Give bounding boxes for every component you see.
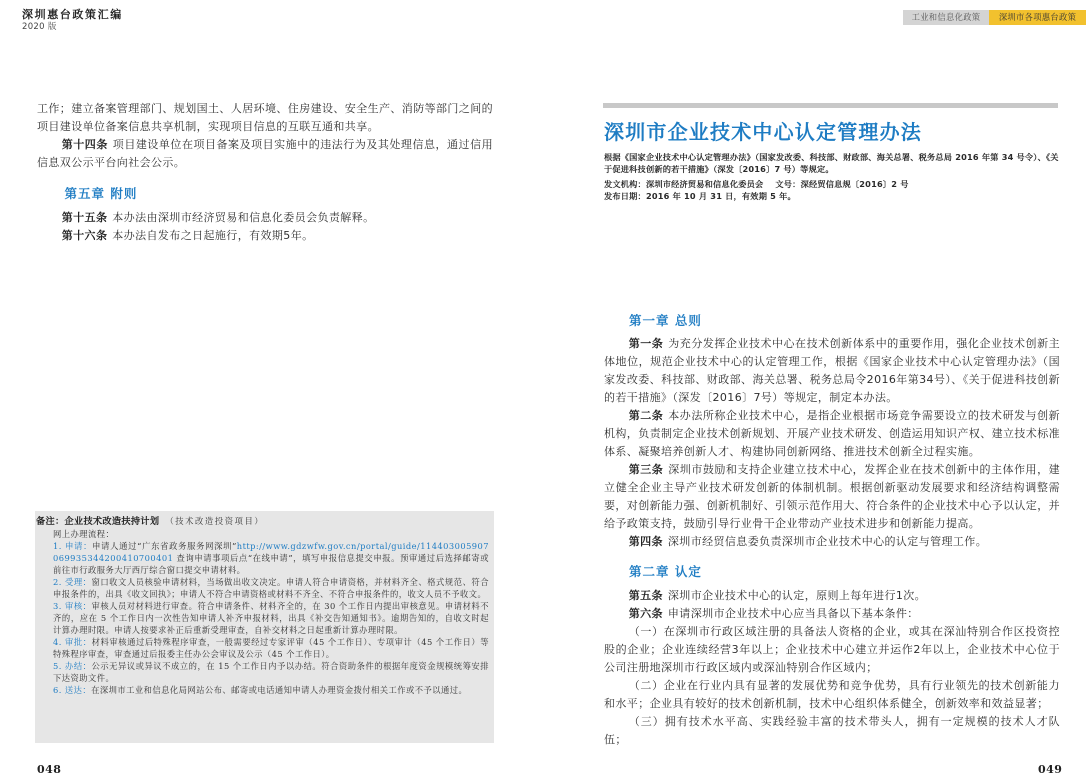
note-subtitle: （技术改造投资项目） xyxy=(165,516,265,526)
portal-url-link[interactable]: http://www.gdzwfw.gov.cn/portal/guide/114403005907069935344200410700401 xyxy=(53,541,489,563)
article-text: 深圳市鼓励和支持企业建立技术中心，发挥企业在技术创新中的主体作用，建立健全企业主导产业技术研发创新的体制机制。根据创新驱动发展要求和经济结构调整需要，对创新能力强、创新机制好、引领示范作用大、符合条件的企业技术中心予以认定，并给予政策支持，鼓励引导行业骨干企业带动产业技术进步和创新能力提高。 xyxy=(604,463,1060,530)
step-text: 在深圳市工业和信息化局网站公布、邮寄或电话通知申请人办理资金拨付相关工作或不予以通过。 xyxy=(91,685,468,695)
article-label: 第四条 xyxy=(628,535,663,548)
step-label: 4. 审批： xyxy=(53,637,92,647)
document-title: 深圳市企业技术中心认定管理办法 xyxy=(604,120,922,144)
step-label: 3. 审核： xyxy=(53,601,92,611)
article-text: 为充分发挥企业技术中心在技术创新体系中的重要作用，强化企业技术创新主体地位，规范企业技术中心的认定管理工作，根据《国家企业技术中心认定管理办法》（国家发改委、科技部、财政部、海关总署、税务总局令2016年第34号）、《关于促进科技创新的若干措施》（深发〔2016〕7号）等规定，制定本办法。 xyxy=(604,337,1060,404)
article-paragraph xyxy=(604,605,1060,623)
article-text: 深圳市企业技术中心的认定，原则上每年进行1次。 xyxy=(667,589,927,602)
article-label: 第十四条 xyxy=(61,138,108,151)
article-paragraph xyxy=(604,587,1060,605)
step-text: 窗口收文人员核验申请材料，当场做出收文决定。申请人符合申请资格，并材料齐全、格式规范、符合申报条件的，出具《收文回执》；申请人不符合申请资格或材料不齐全、不符合申报条件的，收文人员不予收文。 xyxy=(53,577,489,599)
section-tabs xyxy=(903,10,1086,25)
step-label: 6. 送达： xyxy=(53,685,92,695)
article-label: 第五条 xyxy=(628,589,663,602)
article-text: 项目建设单位在项目备案及项目实施中的违法行为及其处理信息，通过信用信息双公示平台向社会公示。 xyxy=(37,138,493,169)
page-number-left: 048 xyxy=(37,763,62,776)
page-number-right: 049 xyxy=(1038,763,1063,776)
note-body xyxy=(53,528,489,696)
issuer: 深圳市经济贸易和信息化委员会 xyxy=(645,179,764,189)
article-paragraph xyxy=(37,209,493,227)
article-label: 第十五条 xyxy=(61,211,108,224)
step-label: 2. 受理： xyxy=(53,577,92,587)
article-label: 第六条 xyxy=(628,607,663,620)
condition-item: （三）拥有技术水平高、实践经验丰富的技术带头人，拥有一定规模的技术人才队伍； xyxy=(604,715,1060,746)
note-title: 企业技术改造扶持计划 xyxy=(64,516,160,527)
step-label: 1. 申请： xyxy=(53,541,93,551)
issuer-label: 发文机构： xyxy=(604,179,646,189)
note-step xyxy=(53,636,489,660)
article-label: 第二条 xyxy=(628,409,664,422)
article-paragraph xyxy=(604,461,1060,533)
document-reference xyxy=(604,151,1062,202)
article-text: 本办法自发布之日起施行，有效期5年。 xyxy=(112,229,314,242)
article-paragraph xyxy=(604,335,1060,407)
article-paragraph xyxy=(37,227,493,245)
article-text: 申请深圳市企业技术中心应当具备以下基本条件： xyxy=(667,607,919,620)
article-text: 深圳市经贸信息委负责深圳市企业技术中心的认定与管理工作。 xyxy=(667,535,988,548)
step-label: 5. 办结： xyxy=(53,661,92,671)
doc-number-label: 文号： xyxy=(775,179,801,189)
note-step xyxy=(53,660,489,684)
note-step xyxy=(53,576,489,600)
title-rule xyxy=(603,103,1058,108)
article-paragraph xyxy=(604,533,1060,551)
condition-item: （一）在深圳市行政区域注册的具备法人资格的企业，或其在深汕特别合作区投资控股的企业；企业连续经营3年以上；企业技术中心建立并运作2年以上，企业技术中心位于公司注册地深圳市行政区域内或深汕特别合作区域内； xyxy=(604,625,1060,674)
step-text: 材料审核通过后特殊程序审查，一般需要经过专家评审（45 个工作日）、专项审计（45 个工作日）等特殊程序审查，审查通过后报委主任办公会审议及公示（45 个工作日）。 xyxy=(53,637,489,659)
note-intro: 网上办理流程： xyxy=(53,529,115,539)
issuer-line xyxy=(604,178,1062,190)
article-label: 第三条 xyxy=(628,463,664,476)
tab-shenzhen-taiwan-policies: 深圳市各项惠台政策 xyxy=(989,10,1086,25)
note-step xyxy=(53,684,489,696)
chapter-heading: 第二章 认定 xyxy=(629,564,702,579)
article-label: 第十六条 xyxy=(61,229,108,242)
article-text: 本办法由深圳市经济贸易和信息化委员会负责解释。 xyxy=(112,211,375,224)
note-step xyxy=(53,600,489,636)
edition-label: 2020 版 xyxy=(22,22,57,32)
right-page-body xyxy=(604,312,1060,749)
article-paragraph xyxy=(37,136,493,172)
step-text: 审核人员对材料进行审查。符合申请条件、材料齐全的，在 30 个工作日内提出审核意见。申请材料不齐的，应在 5 个工作日内一次性告知申请人补齐申报材料，出具《补交告知通知书》。逾期告知的，自收文时起计算办理时限。申请人按要求补正后重新受理审查，自补交材料之日起重新计算办理时限。 xyxy=(53,601,489,635)
continuation-paragraph: 工作；建立备案管理部门、规划国土、人居环境、住房建设、安全生产、消防等部门之间的项目建设单位备案信息共享机制，实现项目信息的互联互通和共享。 xyxy=(37,102,493,133)
book-title: 深圳惠台政策汇编 xyxy=(22,8,123,21)
note-box xyxy=(35,511,494,743)
left-page-body xyxy=(37,100,493,245)
tab-industry-it-policy: 工业和信息化政策 xyxy=(903,10,989,25)
chapter-heading: 第一章 总则 xyxy=(629,313,702,328)
step-text: 申请人通过“广东省政务服务网深圳” xyxy=(92,541,237,551)
publish-info: 发布日期：2016 年 10 月 31 日，有效期 5 年。 xyxy=(604,191,796,201)
note-label: 备注： xyxy=(36,516,65,527)
legal-basis: 根据《国家企业技术中心认定管理办法》（国家发改委、科技部、财政部、海关总署、税务总局 2016 年第 34 号令）、《关于促进科技创新的若干措施》（深发〔2016〕7 号）等规定。 xyxy=(604,152,1059,174)
step-text: 查询申请事项后点“在线申请”，填写申报信息提交申报。预审通过后选择邮寄或前往市行政服务大厅西厅综合窗口提交申请材料。 xyxy=(53,553,489,575)
note-header xyxy=(36,515,489,528)
doc-number: 深经贸信息规〔2016〕2 号 xyxy=(800,179,909,189)
note-step xyxy=(53,540,489,576)
condition-item: （二）企业在行业内具有显著的发展优势和竞争优势，具有行业领先的技术创新能力和水平；企业具有较好的技术创新机制，技术中心组织体系健全，创新效率和效益显著； xyxy=(604,679,1060,710)
article-text: 本办法所称企业技术中心，是指企业根据市场竞争需要设立的技术研发与创新机构，负责制定企业技术创新规划、开展产业技术研发、创造运用知识产权、建立技术标准体系、凝聚培养创新人才、构建协同创新网络、推进技术创新全过程实施。 xyxy=(604,409,1060,458)
step-text: 公示无异议或异议不成立的，在 15 个工作日内予以办结。符合资助条件的根据年度资金规模统筹安排下达资助文件。 xyxy=(53,661,489,683)
chapter-heading: 第五章 附则 xyxy=(64,186,138,201)
article-label: 第一条 xyxy=(628,337,664,350)
article-paragraph xyxy=(604,407,1060,461)
